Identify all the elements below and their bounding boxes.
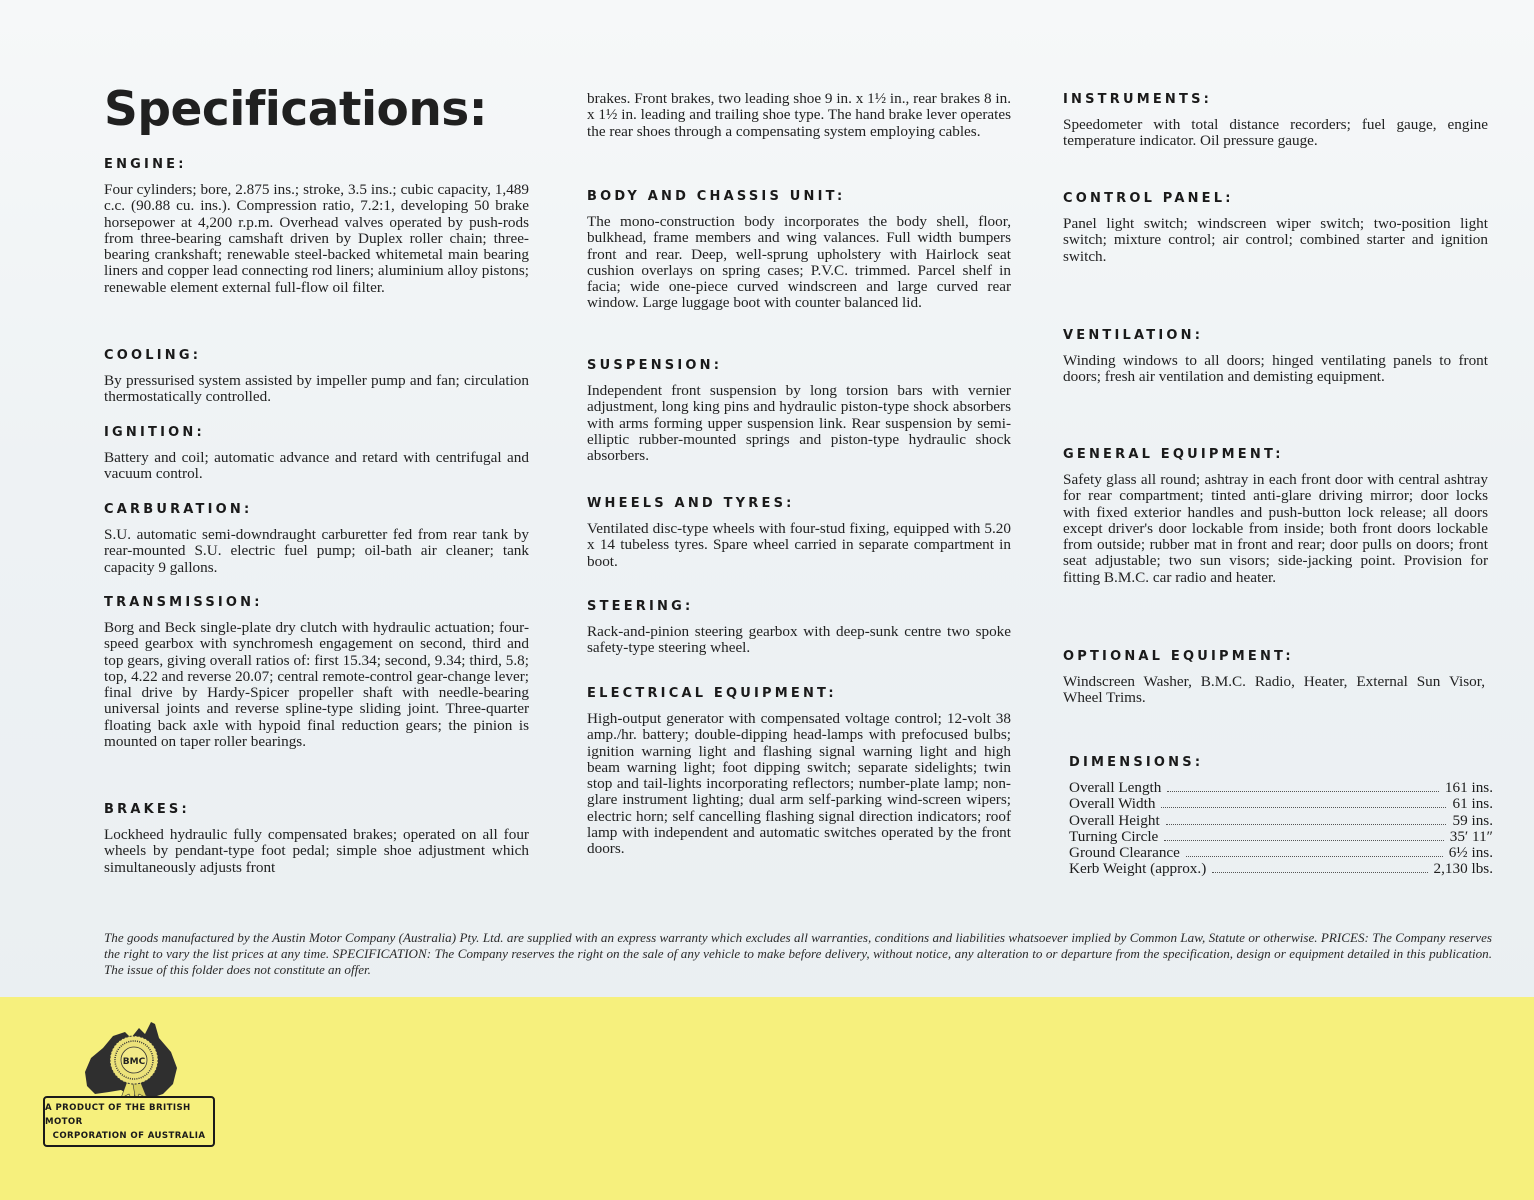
spec-section-ventilation xyxy=(1063,328,1488,386)
spec-section-electrical xyxy=(587,686,1011,858)
section-heading: CARBURATION: xyxy=(104,502,253,517)
section-body: Four cylinders; bore, 2.875 ins.; stroke, 3.5 ins.; cubic capacity, 1,489 c.c. (90.88 cu. ins.). Compression ratio, 7.2:1, developing 50 brake horsepower at 4,200 r.p.m. Overhead valves operated by push-rods from three-bearing camshaft driven by Duplex roller chain; three-bearing crankshaft; renewable steel-backed whitemetal main bearing liners and copper lead connecting rod liners; aluminium alloy pistons; renewable element external full-flow oil filter. xyxy=(104,181,529,296)
spec-section-optional-equipment xyxy=(1063,649,1485,707)
australia-map-icon xyxy=(73,1018,193,1108)
dimension-row xyxy=(1069,813,1493,829)
leader-dots xyxy=(1186,856,1443,857)
dimension-label: Overall Height xyxy=(1069,811,1160,829)
dimensions-list xyxy=(1069,780,1493,878)
section-heading: CONTROL PANEL: xyxy=(1063,191,1234,206)
spec-section-dimensions xyxy=(1069,755,1493,878)
spec-section-cooling xyxy=(104,348,529,406)
section-heading: WHEELS AND TYRES: xyxy=(587,496,795,511)
dimension-value: 2,130 lbs. xyxy=(1433,860,1493,878)
spec-section-suspension xyxy=(587,358,1011,464)
svg-text:BMC: BMC xyxy=(122,1057,146,1067)
section-body: Lockheed hydraulic fully compensated brakes; operated on all four wheels by pendant-type foot pedal; simple shoe adjustment which simultaneously adjusts front xyxy=(104,826,529,876)
leader-dots xyxy=(1167,791,1439,792)
spec-section-ignition xyxy=(104,425,529,483)
spec-section-wheels-tyres xyxy=(587,496,1011,570)
dimension-label: Overall Width xyxy=(1069,795,1156,813)
section-body: brakes. Front brakes, two leading shoe 9 in. x 1½ in., rear brakes 8 in. x 1½ in. leading and trailing shoe type. The hand brake lever operates the rear shoes through a compensating system employing cables. xyxy=(587,90,1011,140)
dimension-value: 6½ ins. xyxy=(1448,844,1493,862)
spec-section-brakes xyxy=(104,802,529,876)
section-body: Panel light switch; windscreen wiper switch; two-position light switch; mixture control; air control; combined starter and ignition switch. xyxy=(1063,215,1488,265)
page-title: Specifications: xyxy=(104,82,488,137)
section-body: Rack-and-pinion steering gearbox with deep-sunk centre two spoke safety-type steering wheel. xyxy=(587,623,1011,657)
section-body: High-output generator with compensated voltage control; 12-volt 38 amp./hr. battery; double-dipping head-lamps with prefocused bulbs; ignition warning light and flashing signal warning light and high beam warning light; foot dipping switch; separate sidelights; twin stop and tail-lights incorporating reflectors; number-plate lamp; non-glare instrument lighting; dual arm self-parking wind-screen wipers; electric horn; self cancelling flashing signal direction indicators; roof lamp with independent and automatic switches operated by the front doors. xyxy=(587,710,1011,858)
spec-section-transmission xyxy=(104,595,529,750)
dimension-label: Overall Length xyxy=(1069,779,1162,796)
section-heading: BODY AND CHASSIS UNIT: xyxy=(587,189,846,204)
leader-dots xyxy=(1166,824,1447,825)
spec-section-steering xyxy=(587,599,1011,657)
section-heading: IGNITION: xyxy=(104,425,205,440)
section-body: Windscreen Washer, B.M.C. Radio, Heater, External Sun Visor, Wheel Trims. xyxy=(1063,673,1485,707)
section-heading: GENERAL EQUIPMENT: xyxy=(1063,447,1284,462)
section-heading: OPTIONAL EQUIPMENT: xyxy=(1063,649,1294,664)
logo-caption-line: A PRODUCT OF THE BRITISH MOTOR xyxy=(45,1102,191,1127)
section-heading: INSTRUMENTS: xyxy=(1063,92,1213,107)
section-heading: TRANSMISSION: xyxy=(104,595,263,610)
logo-caption-line: CORPORATION OF AUSTRALIA xyxy=(52,1130,206,1141)
section-body: Borg and Beck single-plate dry clutch with hydraulic actuation; four-speed gearbox with synchromesh engagement on second, third and top gears, giving overall ratios of: first 15.34; second, 9.34; third, 5.8; top, 4.22 and reverse 20.07; central remote-control gear-change lever; final drive by Hardy-Spicer propeller shaft with needle-bearing universal joints and reverse spline-type sliding joint. Three-quarter floating back axle with hypoid final reduction gears; the pinion is mounted on taper roller bearings. xyxy=(104,619,529,751)
spec-section-instruments xyxy=(1063,92,1488,150)
dimension-value: 161 ins. xyxy=(1444,779,1493,796)
dimension-row xyxy=(1069,845,1493,861)
spec-section-body-chassis xyxy=(587,189,1011,312)
section-body: Battery and coil; automatic advance and retard with centrifugal and vacuum control. xyxy=(104,449,529,483)
section-heading: ENGINE: xyxy=(104,157,187,172)
logo-caption-box xyxy=(43,1096,215,1147)
section-body: S.U. automatic semi-downdraught carburetter fed from rear tank by rear-mounted S.U. electric fuel pump; oil-bath air cleaner; tank capacity 9 gallons. xyxy=(104,526,529,576)
spec-section-control-panel xyxy=(1063,191,1488,265)
leader-dots xyxy=(1164,840,1443,841)
section-heading: STEERING: xyxy=(587,599,694,614)
section-body: Ventilated disc-type wheels with four-stud fixing, equipped with 5.20 x 14 tubeless tyres. Spare wheel carried in separate compartment in boot. xyxy=(587,520,1011,570)
leader-dots xyxy=(1161,807,1446,808)
section-body: Independent front suspension by long torsion bars with vernier adjustment, long king pins and hydraulic piston-type shock absorbers with arms forming upper suspension link. Rear suspension by semi-elliptic rubber-mounted springs and piston-type hydraulic shock absorbers. xyxy=(587,382,1011,465)
section-heading: BRAKES: xyxy=(104,802,190,817)
section-heading: VENTILATION: xyxy=(1063,328,1204,343)
spec-section-brakes-continued xyxy=(587,91,1011,140)
dimension-row xyxy=(1069,861,1493,877)
section-body: The mono-construction body incorporates the body shell, floor, bulkhead, frame members and wing valances. Full width bumpers front and rear. Deep, well-sprung upholstery with Hairlock seat cushion overlays on spring cases; P.V.C. trimmed. Parcel shelf in facia; wide one-piece curved windscreen and large curved rear window. Large luggage boot with counter balanced lid. xyxy=(587,213,1011,312)
dimension-label: Kerb Weight (approx.) xyxy=(1069,860,1207,878)
dimension-row xyxy=(1069,829,1493,845)
bmc-logo xyxy=(43,1018,218,1148)
spec-section-carburation xyxy=(104,502,529,576)
spec-section-general-equipment xyxy=(1063,447,1488,586)
section-body: Speedometer with total distance recorders; fuel gauge, engine temperature indicator. Oil pressure gauge. xyxy=(1063,116,1488,150)
dimension-value: 61 ins. xyxy=(1452,795,1493,813)
section-body: Safety glass all round; ashtray in each front door with central ashtray for rear compartment; tinted anti-glare driving mirror; door locks with fixed exterior handles and push-button lock release; all doors except driver's door lockable from inside; both front doors lockable from outside; rubber mat in front and rear; door pulls on doors; front seat adjustable; two sun visors; side-jacking point. Provision for fitting B.M.C. car radio and heater. xyxy=(1063,471,1488,586)
section-body: Winding windows to all doors; hinged ventilating panels to front doors; fresh air ventilation and demisting equipment. xyxy=(1063,352,1488,386)
spec-section-engine xyxy=(104,157,529,296)
warranty-disclaimer: The goods manufactured by the Austin Motor Company (Australia) Pty. Ltd. are supplied with an express warranty which excludes all warranties, conditions and liabilities whatsoever implied by Common Law, Statute or otherwise. PRICES: The Company reserves the right to vary the list prices at any time. SPECIFICATION: The Company reserves the right on the sale of any vehicle to make before delivery, without notice, any alteration to or departure from the specification, design or equipment detailed in this publication. The issue of this folder does not constitute an offer. xyxy=(104,930,1492,977)
section-body: By pressurised system assisted by impeller pump and fan; circulation thermostatically controlled. xyxy=(104,372,529,406)
section-heading: SUSPENSION: xyxy=(587,358,723,373)
dimension-value: 59 ins. xyxy=(1452,811,1493,829)
dimension-row xyxy=(1069,796,1493,812)
section-heading: ELECTRICAL EQUIPMENT: xyxy=(587,686,837,701)
dimension-label: Turning Circle xyxy=(1069,827,1159,845)
section-heading: DIMENSIONS: xyxy=(1069,755,1204,770)
dimension-label: Ground Clearance xyxy=(1069,844,1180,862)
leader-dots xyxy=(1212,872,1427,873)
dimension-value: 35′ 11″ xyxy=(1449,827,1493,845)
dimension-row xyxy=(1069,780,1493,796)
footer-band xyxy=(0,997,1534,1200)
section-heading: COOLING: xyxy=(104,348,202,363)
